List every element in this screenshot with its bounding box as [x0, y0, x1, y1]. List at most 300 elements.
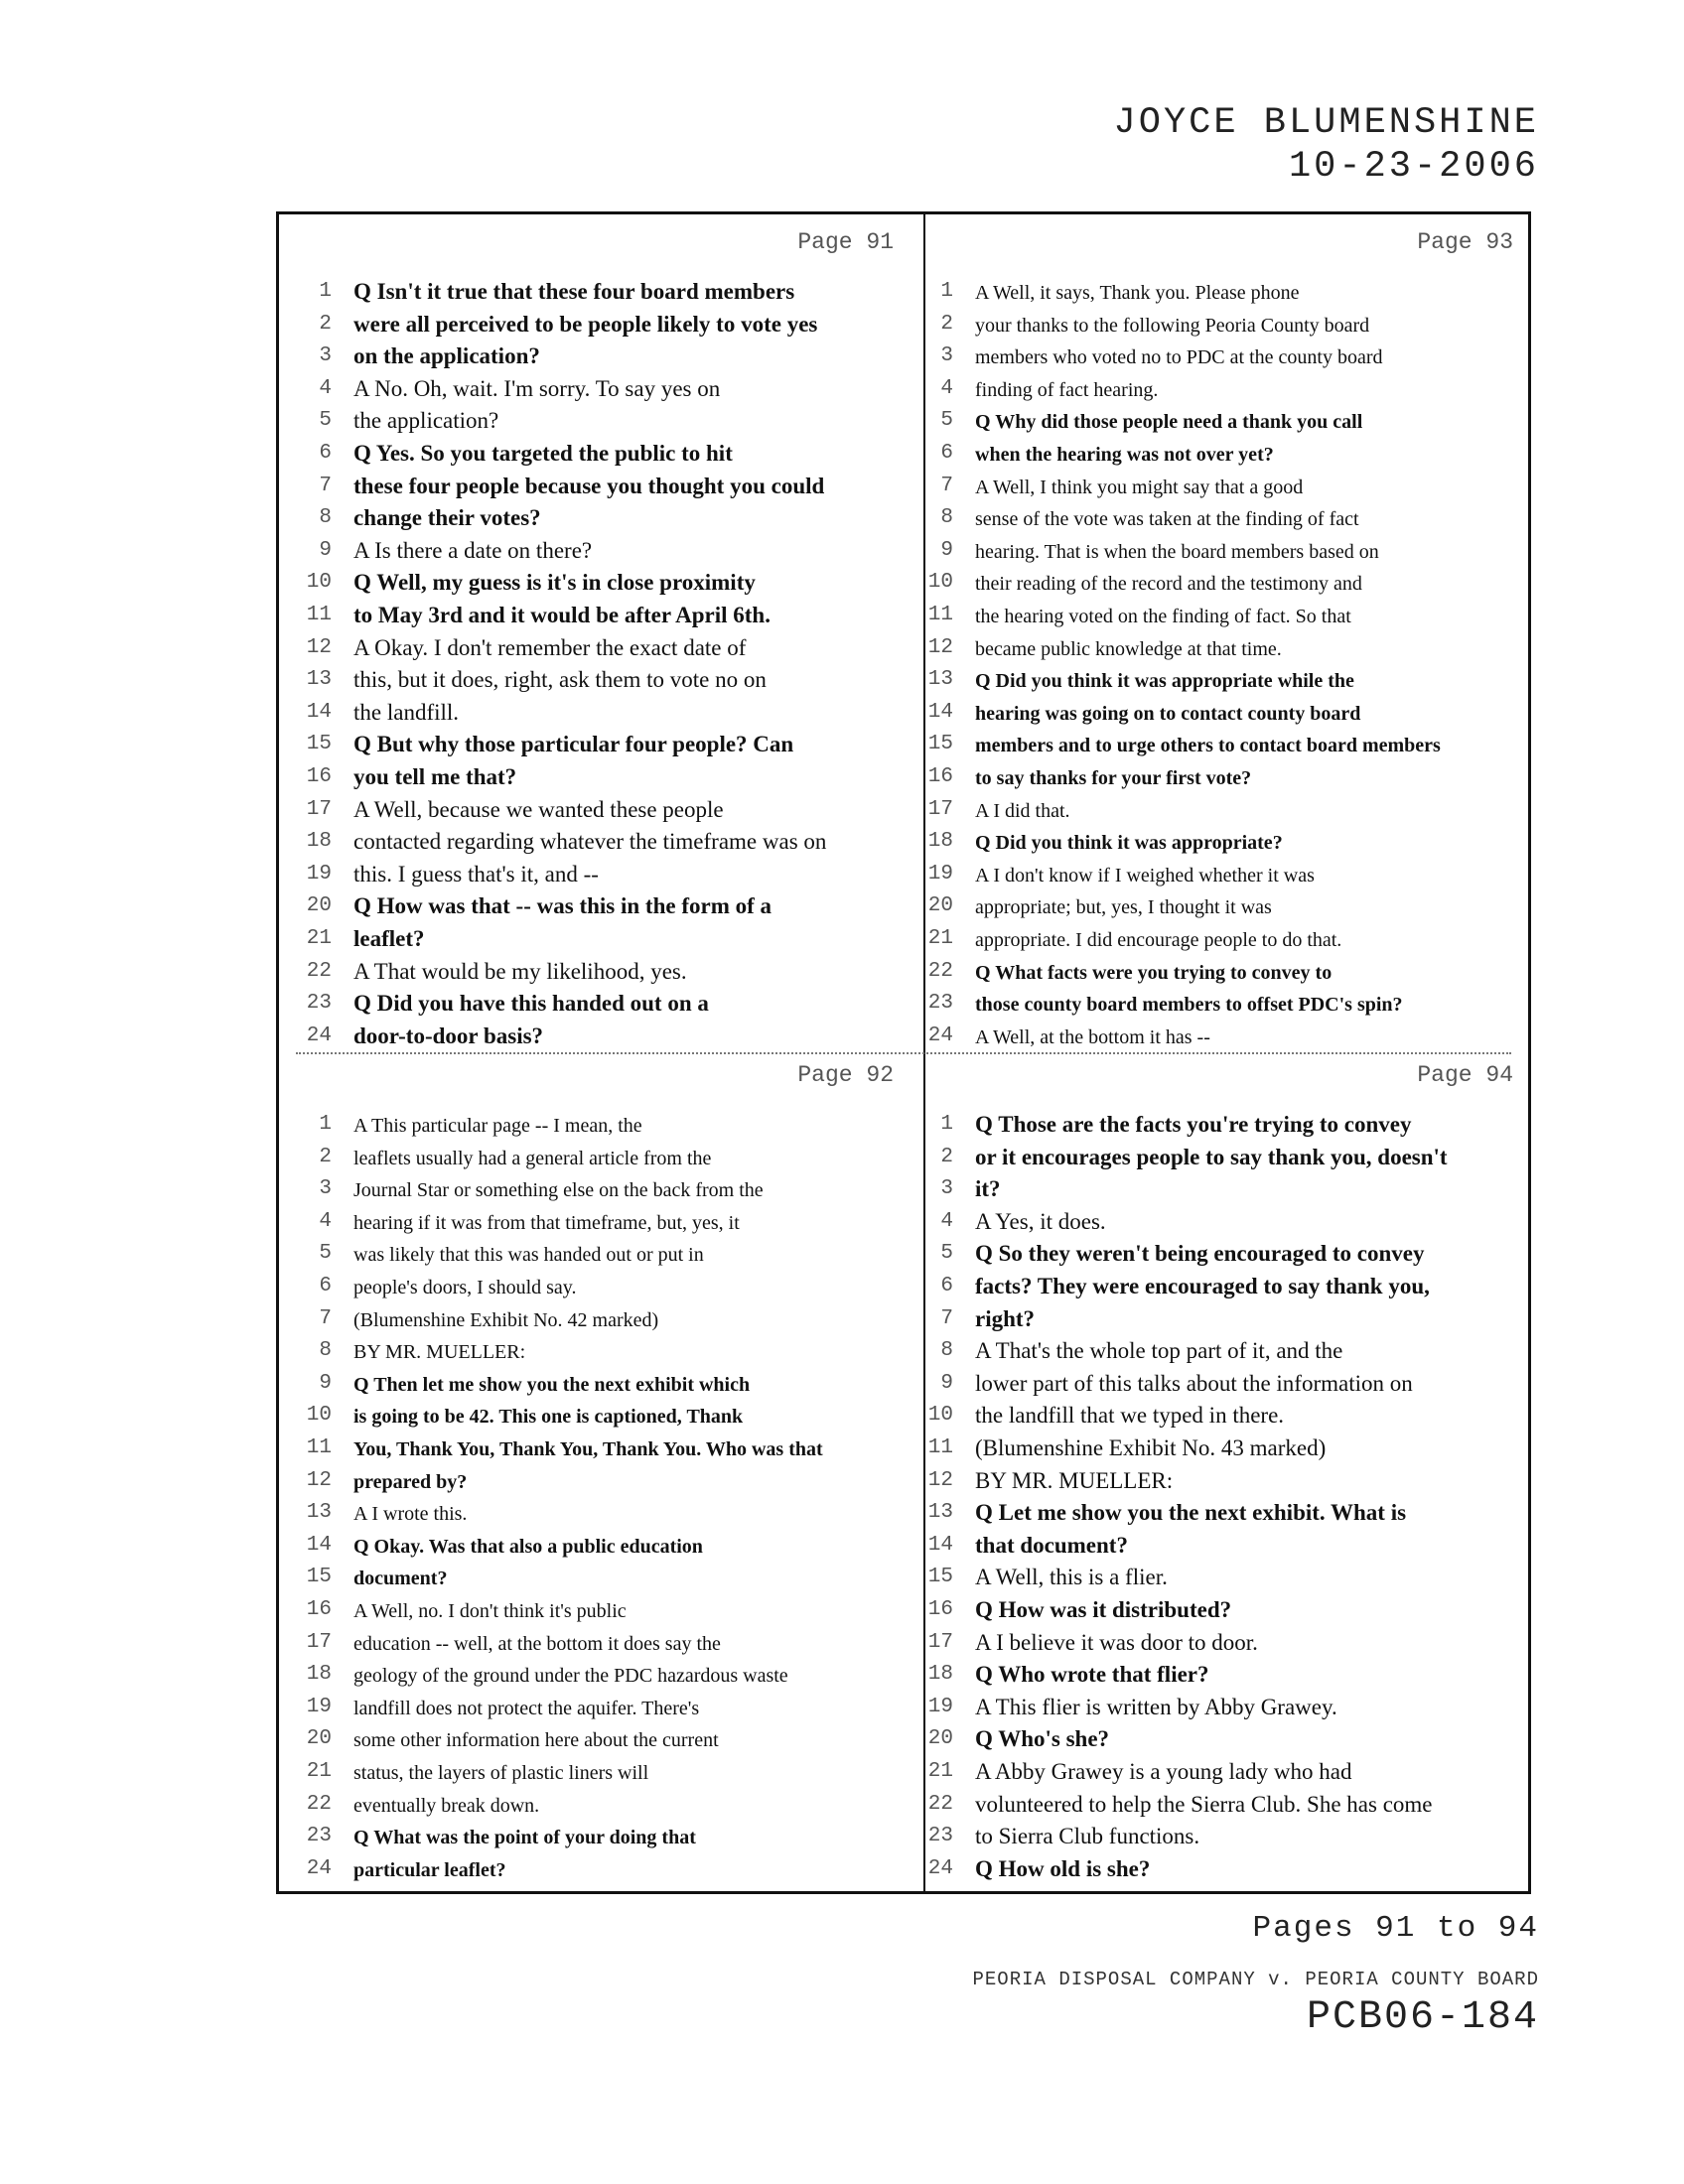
line-number: 13: [306, 1501, 332, 1525]
transcript-line: [294, 1143, 902, 1174]
line-number: 11: [306, 604, 332, 626]
line-number: 2: [940, 1145, 953, 1168]
line-number: 2: [319, 1145, 332, 1168]
transcript-line: [915, 1272, 1521, 1303]
line-text: prepared by?: [353, 1470, 468, 1493]
transcript-line: [915, 795, 1521, 827]
line-number: 17: [306, 1630, 332, 1654]
transcript-line: [915, 989, 1521, 1021]
line-text: A Well, it says, Thank you. Please phone: [975, 282, 1300, 304]
transcript-line: [294, 503, 902, 535]
line-number: 7: [319, 1306, 332, 1330]
line-text: door-to-door basis?: [353, 1023, 544, 1048]
line-text: A This flier is written by Abby Grawey.: [975, 1694, 1337, 1719]
line-text: A No. Oh, wait. I'm sorry. To say yes on: [353, 375, 721, 401]
line-text: A I don't know if I weighed whether it was: [975, 864, 1315, 887]
line-number: 21: [927, 1760, 953, 1783]
line-number: 18: [927, 830, 953, 854]
transcript-line: [294, 310, 902, 341]
line-text: A Yes, it does.: [975, 1208, 1106, 1234]
line-text: to say thanks for your first vote?: [975, 767, 1252, 789]
line-text: A Well, no. I don't think it's public: [353, 1600, 627, 1622]
transcript-line: [915, 439, 1521, 471]
transcript-line: [915, 1304, 1521, 1336]
transcript-line: [915, 472, 1521, 503]
line-text: when the hearing was not over yet?: [975, 444, 1274, 466]
line-text: Q Then let me show you the next exhibit which: [353, 1373, 751, 1396]
line-number: 9: [319, 1371, 332, 1395]
line-number: 15: [306, 733, 332, 756]
transcript-line: [294, 1757, 902, 1789]
line-number: 7: [319, 474, 332, 497]
line-number: 23: [927, 1825, 953, 1848]
transcript-line: [294, 601, 902, 632]
line-text: A That's the whole top part of it, and the: [975, 1338, 1343, 1364]
transcript-line: [915, 1757, 1521, 1789]
line-number: 14: [927, 1533, 953, 1557]
transcript-line: [294, 1466, 902, 1498]
line-number: 5: [940, 1242, 953, 1266]
line-number: 12: [306, 635, 332, 659]
transcript-line: [294, 1336, 902, 1368]
transcript-line: [915, 698, 1521, 730]
transcript-line: [915, 1336, 1521, 1368]
line-number: 6: [319, 1275, 332, 1297]
line-text: Q Why did those people need a thank you call: [975, 411, 1363, 434]
transcript-line: [915, 341, 1521, 373]
line-number: 8: [319, 1339, 332, 1363]
line-number: 22: [306, 959, 332, 983]
line-text: Q How old is she?: [975, 1855, 1151, 1881]
line-number: 24: [927, 1024, 953, 1047]
line-number: 16: [306, 1598, 332, 1621]
line-text: Q Who wrote that flier?: [975, 1662, 1209, 1688]
line-number: 17: [927, 1630, 953, 1654]
line-number: 14: [306, 700, 332, 724]
line-text: Q Who's she?: [975, 1726, 1110, 1752]
transcript-line: [294, 568, 902, 600]
line-text: hearing was going on to contact county board: [975, 702, 1361, 725]
line-text: A Abby Grawey is a young lady who had: [975, 1759, 1352, 1784]
transcript-line: [915, 827, 1521, 859]
line-text: people's doors, I should say.: [353, 1277, 577, 1298]
line-text: You, Thank You, Thank You, Thank You. Who was that: [353, 1438, 823, 1460]
pages-range: Pages 91 to 94: [1252, 1911, 1539, 1946]
line-number: 3: [940, 344, 953, 368]
line-text: it?: [975, 1176, 1001, 1202]
transcript-line: [915, 1498, 1521, 1530]
transcript-line: [294, 633, 902, 665]
transcript-line: [915, 957, 1521, 989]
transcript-line: [915, 374, 1521, 406]
line-text: A Well, this is a flier.: [975, 1565, 1168, 1590]
line-text: sense of the vote was taken at the finding of fact: [975, 508, 1359, 531]
line-text: Q Okay. Was that also a public education: [353, 1535, 703, 1558]
transcript-line: [915, 601, 1521, 632]
line-text: the hearing voted on the finding of fact. So that: [975, 606, 1351, 627]
transcript-line: [915, 536, 1521, 568]
line-number: 21: [927, 927, 953, 950]
line-text: (Blumenshine Exhibit No. 42 marked): [353, 1308, 659, 1331]
transcript-line: [915, 633, 1521, 665]
line-number: 22: [927, 959, 953, 983]
transcript-line: [294, 1272, 902, 1303]
transcript-line: [294, 1401, 902, 1433]
line-number: 9: [940, 538, 953, 562]
line-text: the application?: [353, 408, 499, 434]
line-text: appropriate. I did encourage people to do that.: [975, 929, 1342, 951]
line-number: 8: [940, 1339, 953, 1363]
line-number: 8: [319, 506, 332, 530]
line-text: Q Well, my guess is it's in close proximity: [353, 570, 756, 596]
line-text: change their votes?: [353, 505, 541, 531]
page-number-label: Page 92: [797, 1062, 894, 1088]
line-number: 19: [927, 1695, 953, 1718]
transcript-line: [915, 1143, 1521, 1174]
transcript-line: [915, 924, 1521, 956]
transcript-line: [915, 1790, 1521, 1822]
deponent-name: JOYCE BLUMENSHINE: [1113, 102, 1539, 144]
line-number: 11: [927, 604, 953, 626]
line-text: Q What facts were you trying to convey to: [975, 961, 1333, 984]
transcript-line: [294, 472, 902, 503]
line-number: 2: [940, 312, 953, 336]
transcript-line: [915, 762, 1521, 794]
transcript-line: [294, 1790, 902, 1822]
line-number: 18: [306, 1663, 332, 1687]
line-number: 1: [940, 1113, 953, 1136]
line-number: 10: [306, 571, 332, 595]
line-number: 20: [306, 1727, 332, 1751]
line-number: 1: [319, 280, 332, 303]
line-number: 22: [927, 1792, 953, 1816]
line-text: status, the layers of plastic liners will: [353, 1762, 649, 1784]
line-number: 23: [306, 1825, 332, 1848]
line-number: 7: [940, 1306, 953, 1330]
transcript-line: [294, 827, 902, 859]
line-number: 23: [927, 992, 953, 1016]
transcript-line: [915, 891, 1521, 923]
line-number: 11: [927, 1436, 953, 1459]
line-number: 5: [319, 1242, 332, 1266]
transcript-line: [294, 1822, 902, 1853]
transcript-line: [294, 1022, 902, 1053]
transcript-line: [915, 1724, 1521, 1756]
line-number: 6: [319, 442, 332, 465]
line-number: 21: [306, 1760, 332, 1783]
line-number: 24: [927, 1856, 953, 1880]
line-text: Q Isn't it true that these four board members: [353, 279, 795, 304]
line-number: 12: [306, 1468, 332, 1492]
transcript-line: [915, 860, 1521, 891]
line-text: their reading of the record and the testimony and: [975, 573, 1362, 596]
transcript-line: [915, 1466, 1521, 1498]
line-number: 22: [306, 1792, 332, 1816]
line-text: finding of fact hearing.: [975, 378, 1159, 401]
transcript-line: [915, 1239, 1521, 1271]
line-number: 16: [306, 765, 332, 788]
line-number: 1: [319, 1113, 332, 1136]
line-text: Q So they weren't being encouraged to convey: [975, 1241, 1425, 1267]
line-text: A I believe it was door to door.: [975, 1629, 1258, 1655]
line-number: 18: [306, 830, 332, 854]
line-number: 16: [927, 1598, 953, 1621]
deposition-date: 10-23-2006: [1288, 146, 1539, 188]
line-number: 15: [927, 733, 953, 756]
line-text: particular leaflet?: [353, 1858, 506, 1881]
transcript-line: [915, 310, 1521, 341]
line-number: 20: [927, 894, 953, 918]
line-text: document?: [353, 1568, 448, 1590]
transcript-line: [915, 1110, 1521, 1142]
transcript-line: [915, 1822, 1521, 1853]
page-number-label: Page 93: [1417, 229, 1513, 255]
line-text: facts? They were encouraged to say thank you,: [975, 1274, 1430, 1298]
transcript-line: [915, 503, 1521, 535]
transcript-line: [294, 762, 902, 794]
line-number: 20: [306, 894, 332, 918]
transcript-line: [294, 1239, 902, 1271]
line-number: 18: [927, 1663, 953, 1687]
line-number: 21: [306, 927, 332, 950]
line-text: this. I guess that's it, and --: [353, 861, 599, 887]
line-text: members who voted no to PDC at the county board: [975, 346, 1383, 369]
line-text: some other information here about the current: [353, 1729, 719, 1752]
transcript-page-94: [915, 1062, 1521, 1886]
line-text: A I did that.: [975, 799, 1070, 822]
transcript-line: [294, 1660, 902, 1692]
line-number: 13: [306, 668, 332, 692]
transcript-line: [294, 1498, 902, 1530]
line-text: volunteered to help the Sierra Club. She has come: [975, 1791, 1433, 1817]
case-caption: PEORIA DISPOSAL COMPANY v. PEORIA COUNTY BOARD: [972, 1969, 1539, 1990]
line-text: geology of the ground under the PDC hazardous waste: [353, 1665, 788, 1688]
line-number: 3: [319, 1177, 332, 1201]
line-text: those county board members to offset PDC's spin?: [975, 994, 1403, 1017]
transcript-line: [294, 1854, 902, 1886]
line-number: 4: [319, 1209, 332, 1233]
transcript-line: [294, 795, 902, 827]
line-text: hearing. That is when the board members based on: [975, 540, 1379, 563]
line-number: 24: [306, 1856, 332, 1880]
line-text: right?: [975, 1305, 1036, 1331]
transcript-line: [915, 1022, 1521, 1053]
line-text: was likely that this was handed out or put in: [353, 1244, 704, 1267]
line-number: 15: [306, 1566, 332, 1589]
transcript-line: [915, 406, 1521, 438]
line-number: 5: [319, 409, 332, 433]
transcript-line: [294, 536, 902, 568]
line-text: leaflets usually had a general article from the: [353, 1147, 712, 1169]
transcript-line: [915, 1369, 1521, 1401]
transcript-line: [915, 665, 1521, 697]
line-text: (Blumenshine Exhibit No. 43 marked): [975, 1435, 1327, 1460]
line-number: 11: [306, 1436, 332, 1459]
transcript-line: [294, 406, 902, 438]
line-number: 8: [940, 506, 953, 530]
line-text: Q How was that -- was this in the form of a: [353, 893, 772, 919]
line-number: 19: [306, 1695, 332, 1718]
line-number: 2: [319, 312, 332, 336]
line-number: 3: [319, 344, 332, 368]
transcript-line: [294, 439, 902, 471]
line-text: to Sierra Club functions.: [975, 1824, 1200, 1849]
line-text: the landfill that we typed in there.: [975, 1403, 1285, 1429]
transcript-line: [294, 989, 902, 1021]
transcript-line: [915, 568, 1521, 600]
transcript-line: [294, 665, 902, 697]
line-text: you tell me that?: [353, 764, 517, 789]
line-text: appropriate; but, yes, I thought it was: [975, 896, 1272, 919]
transcript-line: [915, 1563, 1521, 1594]
case-number: PCB06-184: [1306, 1995, 1539, 2040]
line-number: 12: [927, 1468, 953, 1492]
line-text: Q What was the point of your doing that: [353, 1827, 696, 1849]
transcript-line: [294, 1628, 902, 1660]
transcript-line: [294, 924, 902, 956]
transcript-line: [294, 1110, 902, 1142]
line-number: 10: [927, 1404, 953, 1428]
transcript-line: [915, 730, 1521, 761]
line-number: 9: [319, 538, 332, 562]
transcript-line: [915, 1207, 1521, 1239]
line-number: 7: [940, 474, 953, 497]
page-number-label: Page 91: [797, 229, 894, 255]
line-text: or it encourages people to say thank you, doesn't: [975, 1144, 1448, 1169]
transcript-line: [294, 860, 902, 891]
line-text: were all perceived to be people likely to vote yes: [353, 311, 818, 337]
line-text: Q Did you think it was appropriate?: [975, 832, 1283, 855]
transcript-line: [294, 1304, 902, 1336]
line-number: 4: [319, 376, 332, 400]
line-text: A Okay. I don't remember the exact date of: [353, 634, 747, 660]
line-text: A Is there a date on there?: [353, 537, 593, 563]
transcript-line: [294, 1531, 902, 1563]
transcript-line: [294, 1724, 902, 1756]
transcript-line: [294, 277, 902, 309]
line-text: members and to urge others to contact board members: [975, 735, 1441, 757]
line-text: to May 3rd and it would be after April 6th.: [353, 603, 771, 627]
line-text: hearing if it was from that timeframe, but, yes, it: [353, 1211, 740, 1234]
line-number: 6: [940, 1275, 953, 1297]
line-text: landfill does not protect the aquifer. There's: [353, 1697, 700, 1719]
transcript-line: [294, 698, 902, 730]
line-number: 1: [940, 280, 953, 303]
line-number: 17: [927, 797, 953, 821]
line-text: Journal Star or something else on the back from the: [353, 1179, 764, 1202]
line-text: Q Let me show you the next exhibit. What is: [975, 1500, 1407, 1526]
transcript-line: [294, 1174, 902, 1206]
line-number: 12: [927, 635, 953, 659]
line-text: Q But why those particular four people? Can: [353, 732, 794, 757]
transcript-line: [915, 1660, 1521, 1692]
line-text: BY MR. MUELLER:: [975, 1467, 1174, 1493]
line-text: A Well, at the bottom it has --: [975, 1025, 1210, 1048]
line-number: 24: [306, 1024, 332, 1047]
transcript-line: [294, 730, 902, 761]
transcript-line: [915, 1174, 1521, 1206]
line-number: 19: [927, 862, 953, 886]
transcript-line: [915, 1433, 1521, 1465]
line-text: A Well, because we wanted these people: [353, 796, 724, 822]
line-text: education -- well, at the bottom it does say the: [353, 1632, 721, 1655]
transcript-line: [915, 1693, 1521, 1724]
line-number: 6: [940, 442, 953, 465]
line-text: Q Did you think it was appropriate while the: [975, 670, 1354, 693]
transcript-line: [294, 1433, 902, 1465]
transcript-line: [915, 277, 1521, 309]
line-number: 15: [927, 1566, 953, 1589]
line-number: 20: [927, 1727, 953, 1751]
line-number: 13: [927, 668, 953, 692]
line-number: 4: [940, 1209, 953, 1233]
line-text: contacted regarding whatever the timeframe was on: [353, 829, 827, 855]
line-text: is going to be 42. This one is captioned, Thank: [353, 1406, 744, 1429]
line-text: Q Yes. So you targeted the public to hit: [353, 441, 733, 466]
transcript-line: [294, 1207, 902, 1239]
line-text: A This particular page -- I mean, the: [353, 1115, 642, 1137]
line-number: 10: [927, 571, 953, 595]
transcript-line: [915, 1531, 1521, 1563]
page-number-label: Page 94: [1417, 1062, 1513, 1088]
line-text: A That would be my likelihood, yes.: [353, 958, 687, 984]
line-number: 5: [940, 409, 953, 433]
transcript-line: [294, 957, 902, 989]
transcript-line: [294, 1693, 902, 1724]
line-text: became public knowledge at that time.: [975, 637, 1282, 660]
transcript-page-93: [915, 229, 1521, 1048]
transcript-line: [294, 374, 902, 406]
line-text: Q Did you have this handed out on a: [353, 991, 709, 1017]
line-number: 23: [306, 992, 332, 1016]
line-text: your thanks to the following Peoria County board: [975, 314, 1370, 337]
line-text: the landfill.: [353, 699, 460, 725]
line-number: 10: [306, 1404, 332, 1428]
transcript-line: [294, 1563, 902, 1594]
line-text: Q How was it distributed?: [975, 1597, 1232, 1622]
line-number: 14: [306, 1533, 332, 1557]
line-text: this, but it does, right, ask them to vote no on: [353, 667, 767, 693]
transcript-line: [294, 341, 902, 373]
transcript-page-92: [294, 1062, 902, 1886]
line-text: on the application?: [353, 343, 540, 369]
transcript-line: [915, 1628, 1521, 1660]
line-text: these four people because you thought you could: [353, 473, 825, 498]
transcript-line: [915, 1595, 1521, 1627]
line-text: eventually break down.: [353, 1794, 540, 1817]
line-number: 17: [306, 797, 332, 821]
line-number: 9: [940, 1371, 953, 1395]
line-number: 4: [940, 376, 953, 400]
line-number: 19: [306, 862, 332, 886]
line-text: Q Those are the facts you're trying to convey: [975, 1112, 1412, 1137]
line-text: A Well, I think you might say that a good: [975, 476, 1304, 498]
line-text: A I wrote this.: [353, 1503, 468, 1526]
transcript-line: [915, 1401, 1521, 1433]
line-number: 14: [927, 700, 953, 724]
line-text: BY MR. MUELLER:: [353, 1341, 526, 1364]
line-number: 3: [940, 1177, 953, 1201]
transcript-page-91: [294, 229, 902, 1048]
transcript-line: [915, 1854, 1521, 1886]
line-text: leaflet?: [353, 926, 425, 951]
transcript-line: [294, 891, 902, 923]
transcript-line: [294, 1369, 902, 1401]
line-text: lower part of this talks about the information on: [975, 1370, 1413, 1396]
line-number: 13: [927, 1501, 953, 1525]
line-text: that document?: [975, 1532, 1128, 1558]
line-number: 16: [927, 765, 953, 788]
